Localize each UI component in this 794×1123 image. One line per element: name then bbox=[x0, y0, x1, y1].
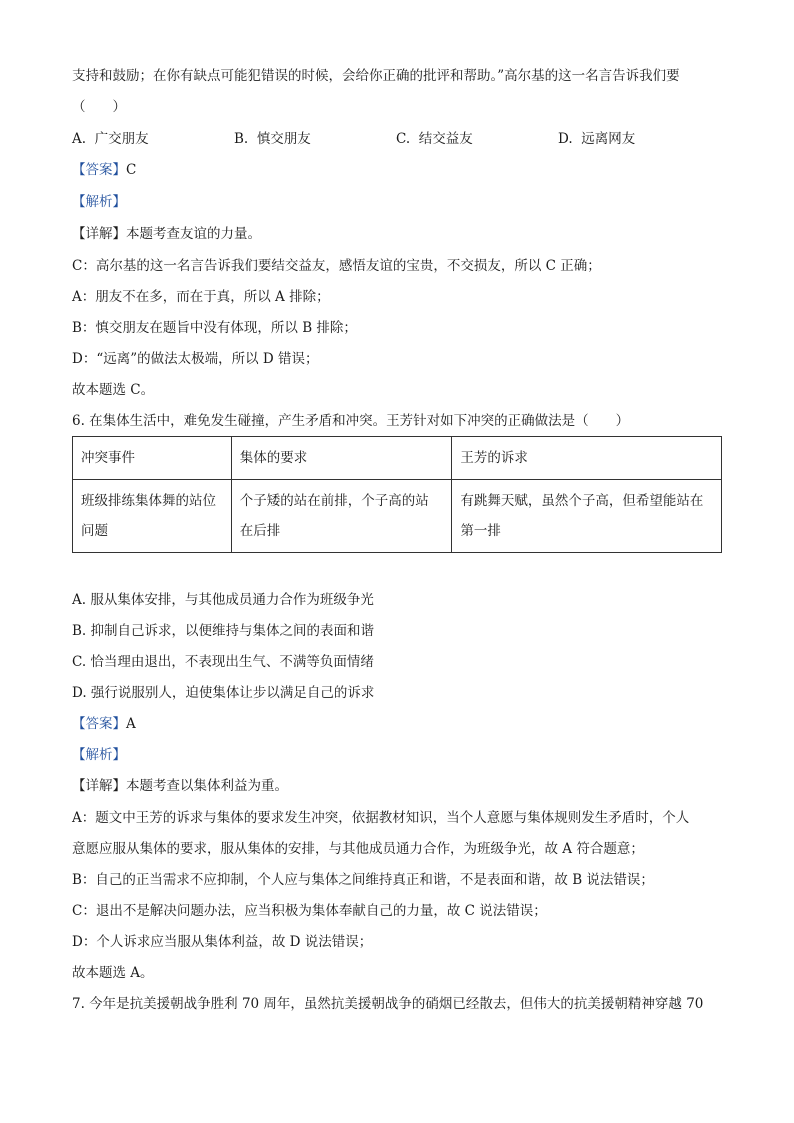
q6-explanation-d: D：个人诉求应当服从集体利益，故 D 说法错误； bbox=[72, 934, 373, 950]
q5-explanation-b: B：慎交朋友在题旨中没有体现，所以 B 排除； bbox=[72, 320, 357, 336]
q6-explanation-a-line2: 意愿应服从集体的要求，服从集体的安排，与其他成员通力合作，为班级争光，故 A 符合题意； bbox=[72, 841, 644, 857]
q5-explanation-d: D：“远离”的做法太极端，所以 D 错误； bbox=[72, 351, 319, 367]
q7-stem: 7. 今年是抗美援朝战争胜利 70 周年，虽然抗美援朝战争的硝烟已经散去，但伟大的抗美援朝精神穿越 70 bbox=[72, 996, 704, 1012]
q6-explanation-a-line1: A：题文中王芳的诉求与集体的要求发生冲突，依据教材知识，当个人意愿与集体规则发生矛盾时，个人 bbox=[72, 810, 690, 826]
q5-option-a: A. 广交朋友 bbox=[72, 131, 149, 147]
q6-detail: 【详解】本题考查以集体利益为重。 bbox=[72, 778, 288, 794]
conflict-table bbox=[72, 436, 722, 553]
table-cell-event: 班级排练集体舞的站位 问题 bbox=[73, 480, 232, 553]
q6-stem: 6. 在集体生活中，难免发生碰撞，产生矛盾和冲突。王芳针对如下冲突的正确做法是（ ） bbox=[72, 413, 630, 429]
q6-analysis-tag: 【解析】 bbox=[72, 747, 126, 763]
q6-explanation-c: C：退出不是解决问题办法，应当积极为集体奉献自己的力量，故 C 说法错误； bbox=[72, 903, 547, 919]
table-header-cell: 冲突事件 bbox=[73, 437, 232, 480]
table-cell-appeal: 有跳舞天赋，虽然个子高，但希望能站在 第一排 bbox=[452, 480, 722, 553]
q6-option-d: D. 强行说服别人，迫使集体让步以满足自己的诉求 bbox=[72, 685, 375, 701]
answer-value: C bbox=[126, 162, 137, 178]
q5-detail: 【详解】本题考查友谊的力量。 bbox=[72, 226, 261, 242]
q5-stem-line1: 支持和鼓励；在你有缺点可能犯错误的时候，会给你正确的批评和帮助。”高尔基的这一名言告诉我们要 bbox=[72, 68, 680, 84]
q5-option-d: D. 远离网友 bbox=[558, 131, 636, 147]
answer-tag: 【答案】 bbox=[72, 162, 126, 178]
q6-option-a: A. 服从集体安排，与其他成员通力合作为班级争光 bbox=[72, 592, 374, 608]
q5-analysis-tag: 【解析】 bbox=[72, 194, 126, 210]
detail-tag: 【详解】 bbox=[72, 226, 126, 242]
table-header-cell: 王芳的诉求 bbox=[452, 437, 722, 480]
table-header-cell: 集体的要求 bbox=[231, 437, 452, 480]
q6-conclusion: 故本题选 A。 bbox=[72, 965, 154, 981]
q5-conclusion: 故本题选 C。 bbox=[72, 382, 155, 398]
q5-explanation-a: A：朋友不在多，而在于真，所以 A 排除； bbox=[72, 289, 330, 305]
detail-tag: 【详解】 bbox=[72, 778, 126, 794]
q5-option-b: B. 慎交朋友 bbox=[234, 131, 311, 147]
table-header-row bbox=[73, 437, 722, 480]
q6-answer bbox=[72, 714, 136, 734]
q6-option-c: C. 恰当理由退出，不表现出生气、不满等负面情绪 bbox=[72, 654, 374, 670]
answer-tag: 【答案】 bbox=[72, 716, 126, 732]
q5-answer bbox=[72, 160, 136, 180]
q5-option-c: C. 结交益友 bbox=[396, 131, 473, 147]
q6-explanation-b: B：自己的正当需求不应抑制，个人应与集体之间维持真正和谐，不是表面和谐，故 B 说法错误； bbox=[72, 872, 654, 888]
table-cell-requirement: 个子矮的站在前排，个子高的站 在后排 bbox=[231, 480, 452, 553]
answer-value: A bbox=[126, 716, 136, 732]
q6-option-b: B. 抑制自己诉求，以便维持与集体之间的表面和谐 bbox=[72, 623, 375, 639]
table-row bbox=[73, 480, 722, 553]
q5-stem-line2: （ ） bbox=[72, 99, 126, 115]
q5-explanation-c: C：高尔基的这一名言告诉我们要结交益友，感悟友谊的宝贵，不交损友，所以 C 正确； bbox=[72, 258, 601, 274]
